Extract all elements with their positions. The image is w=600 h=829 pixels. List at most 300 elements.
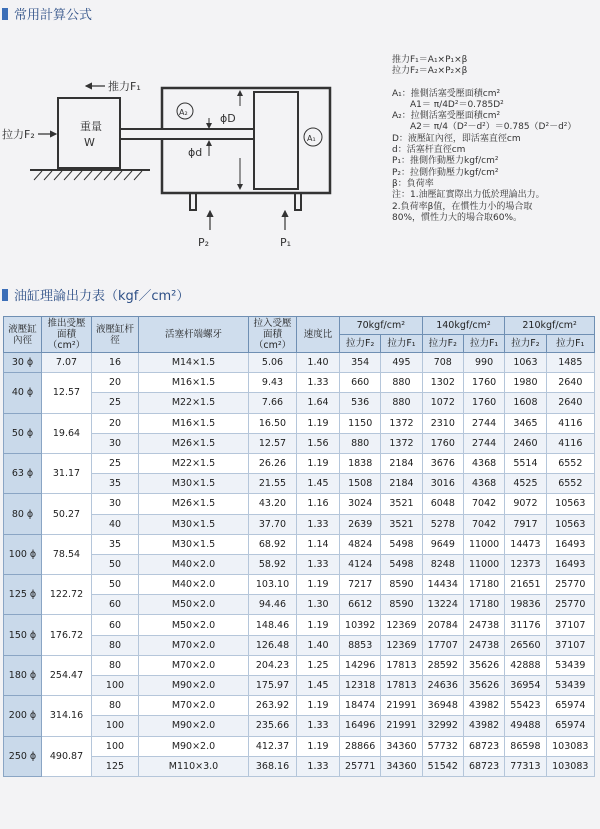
table-cell: 68723 bbox=[463, 756, 504, 776]
table-cell: 5278 bbox=[422, 514, 463, 534]
table-cell: 20 bbox=[92, 373, 139, 393]
table-cell: 6048 bbox=[422, 494, 463, 514]
push-area-cell: 50.27 bbox=[42, 494, 92, 534]
push-force-label: 推力F₁ bbox=[108, 80, 141, 93]
table-row bbox=[4, 373, 595, 393]
table-cell: 880 bbox=[381, 373, 422, 393]
table-cell: 31176 bbox=[505, 615, 546, 635]
table-cell: 100 bbox=[92, 676, 139, 696]
table-cell: 1.25 bbox=[297, 655, 340, 675]
formula-notes bbox=[392, 55, 597, 224]
formulas-heading bbox=[2, 4, 92, 23]
table-cell: 16493 bbox=[546, 554, 594, 574]
table-cell: 8248 bbox=[422, 554, 463, 574]
table-row bbox=[4, 494, 595, 514]
col-bore: 液壓缸內徑 bbox=[4, 317, 42, 353]
table-row bbox=[4, 453, 595, 473]
table-cell: 24738 bbox=[463, 635, 504, 655]
table-row bbox=[4, 756, 595, 776]
table-cell: 19836 bbox=[505, 595, 546, 615]
bore-cell: 250 ϕ bbox=[4, 736, 42, 776]
table-cell: 6612 bbox=[340, 595, 381, 615]
table-cell: 1.14 bbox=[297, 534, 340, 554]
table-cell: 17707 bbox=[422, 635, 463, 655]
table-cell: 3016 bbox=[422, 474, 463, 494]
table-cell: 12318 bbox=[340, 676, 381, 696]
table-cell: 1508 bbox=[340, 474, 381, 494]
table-cell: 68.92 bbox=[249, 534, 297, 554]
bore-cell: 50 ϕ bbox=[4, 413, 42, 453]
table-cell: M26×1.5 bbox=[139, 433, 249, 453]
table-cell: 35 bbox=[92, 534, 139, 554]
table-cell: 495 bbox=[381, 353, 422, 373]
table-cell: 1372 bbox=[381, 433, 422, 453]
col-ratio: 速度比 bbox=[297, 317, 340, 353]
bore-cell: 80 ϕ bbox=[4, 494, 42, 534]
table-cell: 4368 bbox=[463, 453, 504, 473]
table-row bbox=[4, 716, 595, 736]
table-cell: 13224 bbox=[422, 595, 463, 615]
table-cell: 5498 bbox=[381, 554, 422, 574]
table-cell: 35626 bbox=[463, 676, 504, 696]
table-row bbox=[4, 393, 595, 413]
table-cell: 34360 bbox=[381, 736, 422, 756]
table-cell: 3676 bbox=[422, 453, 463, 473]
table-cell: 68723 bbox=[463, 736, 504, 756]
table-cell: 2640 bbox=[546, 393, 594, 413]
bore-cell: 200 ϕ bbox=[4, 696, 42, 736]
table-cell: 4824 bbox=[340, 534, 381, 554]
table-cell: 1150 bbox=[340, 413, 381, 433]
table-cell: 36954 bbox=[505, 676, 546, 696]
table-cell: 1302 bbox=[422, 373, 463, 393]
table-cell: 1.45 bbox=[297, 676, 340, 696]
bore-cell: 125 ϕ bbox=[4, 575, 42, 615]
weight-block bbox=[58, 98, 120, 168]
table-cell: 354 bbox=[340, 353, 381, 373]
formula-line: A₁：推側活塞受壓面積cm² bbox=[392, 88, 501, 99]
table-cell: 30 bbox=[92, 433, 139, 453]
table-cell: 10392 bbox=[340, 615, 381, 635]
table-cell: 65974 bbox=[546, 696, 594, 716]
table-cell: 7042 bbox=[463, 514, 504, 534]
table-cell: 4116 bbox=[546, 433, 594, 453]
formula-line: 2.負荷率β值，在慣性力小的場合取 bbox=[392, 201, 533, 212]
table-cell: 7042 bbox=[463, 494, 504, 514]
table-cell: 2310 bbox=[422, 413, 463, 433]
table-cell: 6552 bbox=[546, 453, 594, 473]
table-cell: 2639 bbox=[340, 514, 381, 534]
cylinder-diagram bbox=[0, 58, 390, 258]
table-cell: 51542 bbox=[422, 756, 463, 776]
table-cell: 5.06 bbox=[249, 353, 297, 373]
bore-cell: 150 ϕ bbox=[4, 615, 42, 655]
push-area-cell: 78.54 bbox=[42, 534, 92, 574]
table-cell: 4116 bbox=[546, 413, 594, 433]
table-cell: 14296 bbox=[340, 655, 381, 675]
table-cell: 1760 bbox=[422, 433, 463, 453]
table-cell: 28592 bbox=[422, 655, 463, 675]
table-cell: M70×2.0 bbox=[139, 696, 249, 716]
table-cell: 1838 bbox=[340, 453, 381, 473]
table-cell: 37107 bbox=[546, 635, 594, 655]
table-cell: 43.20 bbox=[249, 494, 297, 514]
table-cell: M30×1.5 bbox=[139, 534, 249, 554]
table-cell: 37107 bbox=[546, 615, 594, 635]
table-cell: 1760 bbox=[463, 393, 504, 413]
formula-line: A2＝ π/4（D²－d²）＝0.785（D²－d²） bbox=[392, 122, 577, 133]
table-cell: 1372 bbox=[381, 413, 422, 433]
table-cell: 1.64 bbox=[297, 393, 340, 413]
formula-line: A1＝ π/4D²＝0.785D² bbox=[392, 99, 504, 110]
port-p1 bbox=[295, 193, 301, 210]
table-cell: M30×1.5 bbox=[139, 514, 249, 534]
table-cell: 1.40 bbox=[297, 353, 340, 373]
table-cell: 7917 bbox=[505, 514, 546, 534]
table-cell: 80 bbox=[92, 635, 139, 655]
table-cell: 25770 bbox=[546, 595, 594, 615]
table-cell: 7217 bbox=[340, 575, 381, 595]
table-row bbox=[4, 514, 595, 534]
table-cell: 3521 bbox=[381, 494, 422, 514]
table-cell: 16493 bbox=[546, 534, 594, 554]
table-cell: 103083 bbox=[546, 736, 594, 756]
formula-line: 推力F₁＝A₁×P₁×β bbox=[392, 55, 468, 65]
weight-symbol: W bbox=[84, 136, 95, 149]
table-cell: 60 bbox=[92, 595, 139, 615]
table-cell: 25771 bbox=[340, 756, 381, 776]
table-cell: 12369 bbox=[381, 615, 422, 635]
formula-line: D：液壓缸內徑，即活塞直徑cm bbox=[392, 133, 521, 144]
formula-line: d：活塞杆直徑cm bbox=[392, 145, 466, 156]
table-cell: 1.33 bbox=[297, 373, 340, 393]
table-cell: 1072 bbox=[422, 393, 463, 413]
table-cell: 1.19 bbox=[297, 696, 340, 716]
area2-label: A₂ bbox=[179, 108, 188, 117]
table-cell: 9.43 bbox=[249, 373, 297, 393]
table-cell: 14473 bbox=[505, 534, 546, 554]
table-cell: 880 bbox=[381, 393, 422, 413]
table-cell: 24636 bbox=[422, 676, 463, 696]
table-cell: 148.46 bbox=[249, 615, 297, 635]
table-cell: 660 bbox=[340, 373, 381, 393]
table-cell: 30 bbox=[92, 494, 139, 514]
table-cell: 86598 bbox=[505, 736, 546, 756]
push-area-cell: 19.64 bbox=[42, 413, 92, 453]
table-cell: 5514 bbox=[505, 453, 546, 473]
col-group-70: 70kgf/cm² bbox=[340, 317, 423, 335]
heading-marker bbox=[2, 289, 8, 301]
table-cell: M70×2.0 bbox=[139, 635, 249, 655]
table-row bbox=[4, 575, 595, 595]
table-cell: 40 bbox=[92, 514, 139, 534]
table-cell: 10563 bbox=[546, 494, 594, 514]
table-cell: 125 bbox=[92, 756, 139, 776]
table-row bbox=[4, 595, 595, 615]
bore-cell: 40 ϕ bbox=[4, 373, 42, 413]
formula-line: 80%，慣性力大的場合取60%。 bbox=[392, 212, 523, 223]
table-cell: 126.48 bbox=[249, 635, 297, 655]
table-cell: 1.40 bbox=[297, 635, 340, 655]
table-cell: 20 bbox=[92, 413, 139, 433]
heading-marker bbox=[2, 8, 8, 20]
table-cell: 1.45 bbox=[297, 474, 340, 494]
table-cell: 16 bbox=[92, 353, 139, 373]
table-row bbox=[4, 696, 595, 716]
table-cell: 35 bbox=[92, 474, 139, 494]
table-cell: 16496 bbox=[340, 716, 381, 736]
table-row bbox=[4, 655, 595, 675]
table-cell: 80 bbox=[92, 696, 139, 716]
col-70-push: 拉力F₁ bbox=[381, 335, 422, 353]
table-cell: 25770 bbox=[546, 575, 594, 595]
col-70-pull: 拉力F₂ bbox=[340, 335, 381, 353]
table-cell: 990 bbox=[463, 353, 504, 373]
table-cell: 536 bbox=[340, 393, 381, 413]
table-cell: 263.92 bbox=[249, 696, 297, 716]
table-cell: 1.33 bbox=[297, 716, 340, 736]
table-cell: 14434 bbox=[422, 575, 463, 595]
col-210-push: 拉力F₁ bbox=[546, 335, 594, 353]
table-cell: 2640 bbox=[546, 373, 594, 393]
table-cell: 708 bbox=[422, 353, 463, 373]
table-cell: 1.19 bbox=[297, 413, 340, 433]
table-cell: 6552 bbox=[546, 474, 594, 494]
table-cell: 1.56 bbox=[297, 433, 340, 453]
table-cell: M26×1.5 bbox=[139, 494, 249, 514]
table-cell: 26.26 bbox=[249, 453, 297, 473]
table-cell: M70×2.0 bbox=[139, 655, 249, 675]
table-cell: 35626 bbox=[463, 655, 504, 675]
table-cell: 880 bbox=[340, 433, 381, 453]
table-row bbox=[4, 554, 595, 574]
table-cell: M40×2.0 bbox=[139, 575, 249, 595]
table-cell: 1.19 bbox=[297, 575, 340, 595]
table-cell: 21991 bbox=[381, 716, 422, 736]
col-group-140: 140kgf/cm² bbox=[422, 317, 505, 335]
table-cell: 2184 bbox=[381, 474, 422, 494]
table-cell: 25 bbox=[92, 393, 139, 413]
table-cell: M22×1.5 bbox=[139, 453, 249, 473]
table-cell: 58.92 bbox=[249, 554, 297, 574]
bore-label: ϕD bbox=[220, 112, 236, 125]
formula-line: A₂：拉側活塞受壓面積cm² bbox=[392, 111, 501, 122]
table-cell: 21.55 bbox=[249, 474, 297, 494]
table-cell: M30×1.5 bbox=[139, 474, 249, 494]
table-cell: 37.70 bbox=[249, 514, 297, 534]
bore-cell: 180 ϕ bbox=[4, 655, 42, 695]
table-cell: 65974 bbox=[546, 716, 594, 736]
table-cell: 1.19 bbox=[297, 736, 340, 756]
area1-label: A₁ bbox=[307, 134, 316, 143]
table-cell: 20784 bbox=[422, 615, 463, 635]
p2-label: P₂ bbox=[198, 236, 210, 249]
col-140-push: 拉力F₁ bbox=[463, 335, 504, 353]
table-cell: 100 bbox=[92, 716, 139, 736]
table-cell: 3521 bbox=[381, 514, 422, 534]
table-cell: 21991 bbox=[381, 696, 422, 716]
table-cell: 1.33 bbox=[297, 554, 340, 574]
table-cell: 24738 bbox=[463, 615, 504, 635]
piston bbox=[254, 92, 298, 189]
p1-label: P₁ bbox=[280, 236, 292, 249]
table-cell: 1.19 bbox=[297, 615, 340, 635]
piston-rod bbox=[120, 129, 254, 139]
table-cell: 1.16 bbox=[297, 494, 340, 514]
table-cell: 7.66 bbox=[249, 393, 297, 413]
formula-line: 注：1.油壓缸實際出力低於理論出力。 bbox=[392, 190, 545, 201]
table-cell: 50 bbox=[92, 554, 139, 574]
table-cell: 10563 bbox=[546, 514, 594, 534]
weight-label: 重量 bbox=[80, 120, 102, 133]
table-row bbox=[4, 413, 595, 433]
formula-line bbox=[392, 78, 597, 89]
table-cell: 34360 bbox=[381, 756, 422, 776]
table-cell: 9072 bbox=[505, 494, 546, 514]
table-cell: 60 bbox=[92, 615, 139, 635]
table-cell: 32992 bbox=[422, 716, 463, 736]
formulas-title: 常用計算公式 bbox=[14, 8, 93, 23]
push-area-cell: 7.07 bbox=[42, 353, 92, 373]
table-cell: 16.50 bbox=[249, 413, 297, 433]
table-cell: 1980 bbox=[505, 373, 546, 393]
table-cell: 4525 bbox=[505, 474, 546, 494]
table-row bbox=[4, 433, 595, 453]
table-cell: 17180 bbox=[463, 575, 504, 595]
table-cell: M50×2.0 bbox=[139, 595, 249, 615]
table-cell: 36948 bbox=[422, 696, 463, 716]
table-cell: 5498 bbox=[381, 534, 422, 554]
table-cell: 12.57 bbox=[249, 433, 297, 453]
table-body bbox=[4, 353, 595, 777]
table-cell: 42888 bbox=[505, 655, 546, 675]
table-cell: 412.37 bbox=[249, 736, 297, 756]
table-cell: 17813 bbox=[381, 676, 422, 696]
table-row bbox=[4, 635, 595, 655]
table-cell: 1760 bbox=[463, 373, 504, 393]
table-cell: M16×1.5 bbox=[139, 373, 249, 393]
port-p2 bbox=[190, 193, 196, 210]
table-cell: 2460 bbox=[505, 433, 546, 453]
table-row bbox=[4, 353, 595, 373]
table-cell: 21651 bbox=[505, 575, 546, 595]
table-cell: 25 bbox=[92, 453, 139, 473]
push-area-cell: 176.72 bbox=[42, 615, 92, 655]
table-cell: 1485 bbox=[546, 353, 594, 373]
table-cell: 4368 bbox=[463, 474, 504, 494]
table-cell: 17180 bbox=[463, 595, 504, 615]
table-cell: 9649 bbox=[422, 534, 463, 554]
table-cell: 43982 bbox=[463, 696, 504, 716]
col-rod: 液壓缸杆徑 bbox=[92, 317, 139, 353]
ground-hatch bbox=[34, 171, 142, 180]
table-cell: 11000 bbox=[463, 554, 504, 574]
table-cell: 204.23 bbox=[249, 655, 297, 675]
table-cell: M50×2.0 bbox=[139, 615, 249, 635]
table-cell: 1063 bbox=[505, 353, 546, 373]
table-cell: 1.33 bbox=[297, 756, 340, 776]
table-cell: 3465 bbox=[505, 413, 546, 433]
table-cell: 18474 bbox=[340, 696, 381, 716]
table-cell: 55423 bbox=[505, 696, 546, 716]
push-area-cell: 254.47 bbox=[42, 655, 92, 695]
table-cell: 8590 bbox=[381, 575, 422, 595]
table-cell: 2184 bbox=[381, 453, 422, 473]
col-210-pull: 拉力F₂ bbox=[505, 335, 546, 353]
table-row bbox=[4, 534, 595, 554]
table-cell: 368.16 bbox=[249, 756, 297, 776]
table-cell: 8590 bbox=[381, 595, 422, 615]
table-cell: 103083 bbox=[546, 756, 594, 776]
table-cell: 235.66 bbox=[249, 716, 297, 736]
table-cell: M16×1.5 bbox=[139, 413, 249, 433]
push-area-cell: 31.17 bbox=[42, 453, 92, 493]
table-cell: 1608 bbox=[505, 393, 546, 413]
table-cell: 26560 bbox=[505, 635, 546, 655]
formula-line: β：負荷率 bbox=[392, 178, 434, 189]
table-cell: 1.30 bbox=[297, 595, 340, 615]
table-row bbox=[4, 615, 595, 635]
formula-line: P₁：推側作動壓力kgf/cm² bbox=[392, 156, 499, 167]
table-cell: 1.19 bbox=[297, 453, 340, 473]
table-cell: 80 bbox=[92, 655, 139, 675]
table-cell: 49488 bbox=[505, 716, 546, 736]
table-cell: 28866 bbox=[340, 736, 381, 756]
rod-label: ϕd bbox=[188, 146, 203, 159]
table-cell: 1.33 bbox=[297, 514, 340, 534]
formula-line: 拉力F₂＝A₂×P₂×β bbox=[392, 66, 468, 77]
col-thread: 活塞杆端螺牙 bbox=[139, 317, 249, 353]
bore-cell: 100 ϕ bbox=[4, 534, 42, 574]
table-cell: M90×2.0 bbox=[139, 736, 249, 756]
bore-cell: 63 ϕ bbox=[4, 453, 42, 493]
table-cell: 57732 bbox=[422, 736, 463, 756]
table-cell: 50 bbox=[92, 575, 139, 595]
table-cell: M22×1.5 bbox=[139, 393, 249, 413]
col-140-pull: 拉力F₂ bbox=[422, 335, 463, 353]
table-row bbox=[4, 736, 595, 756]
col-group-210: 210kgf/cm² bbox=[505, 317, 595, 335]
cylinder-output-table bbox=[3, 316, 595, 777]
col-pull-area: 拉入受壓面積（cm²） bbox=[249, 317, 297, 353]
table-title: 油缸理論出力表（kgf／cm²） bbox=[14, 289, 190, 304]
table-cell: 2744 bbox=[463, 433, 504, 453]
push-area-cell: 490.87 bbox=[42, 736, 92, 776]
table-cell: M40×2.0 bbox=[139, 554, 249, 574]
table-cell: 53439 bbox=[546, 655, 594, 675]
table-cell: 3024 bbox=[340, 494, 381, 514]
table-cell: M14×1.5 bbox=[139, 353, 249, 373]
table-cell: 4124 bbox=[340, 554, 381, 574]
push-area-cell: 12.57 bbox=[42, 373, 92, 413]
table-cell: M90×2.0 bbox=[139, 676, 249, 696]
formula-line: P₂：拉側作動壓力kgf/cm² bbox=[392, 167, 499, 178]
table-cell: 94.46 bbox=[249, 595, 297, 615]
pull-force-label: 拉力F₂ bbox=[2, 128, 35, 141]
table-heading bbox=[2, 285, 189, 304]
table-cell: 12369 bbox=[381, 635, 422, 655]
table-cell: 8853 bbox=[340, 635, 381, 655]
table-cell: 53439 bbox=[546, 676, 594, 696]
table-cell: 103.10 bbox=[249, 575, 297, 595]
table-cell: M90×2.0 bbox=[139, 716, 249, 736]
table-row bbox=[4, 676, 595, 696]
push-area-cell: 314.16 bbox=[42, 696, 92, 736]
col-push-area: 推出受壓面積（cm²） bbox=[42, 317, 92, 353]
table-cell: 43982 bbox=[463, 716, 504, 736]
table-row bbox=[4, 474, 595, 494]
push-area-cell: 122.72 bbox=[42, 575, 92, 615]
